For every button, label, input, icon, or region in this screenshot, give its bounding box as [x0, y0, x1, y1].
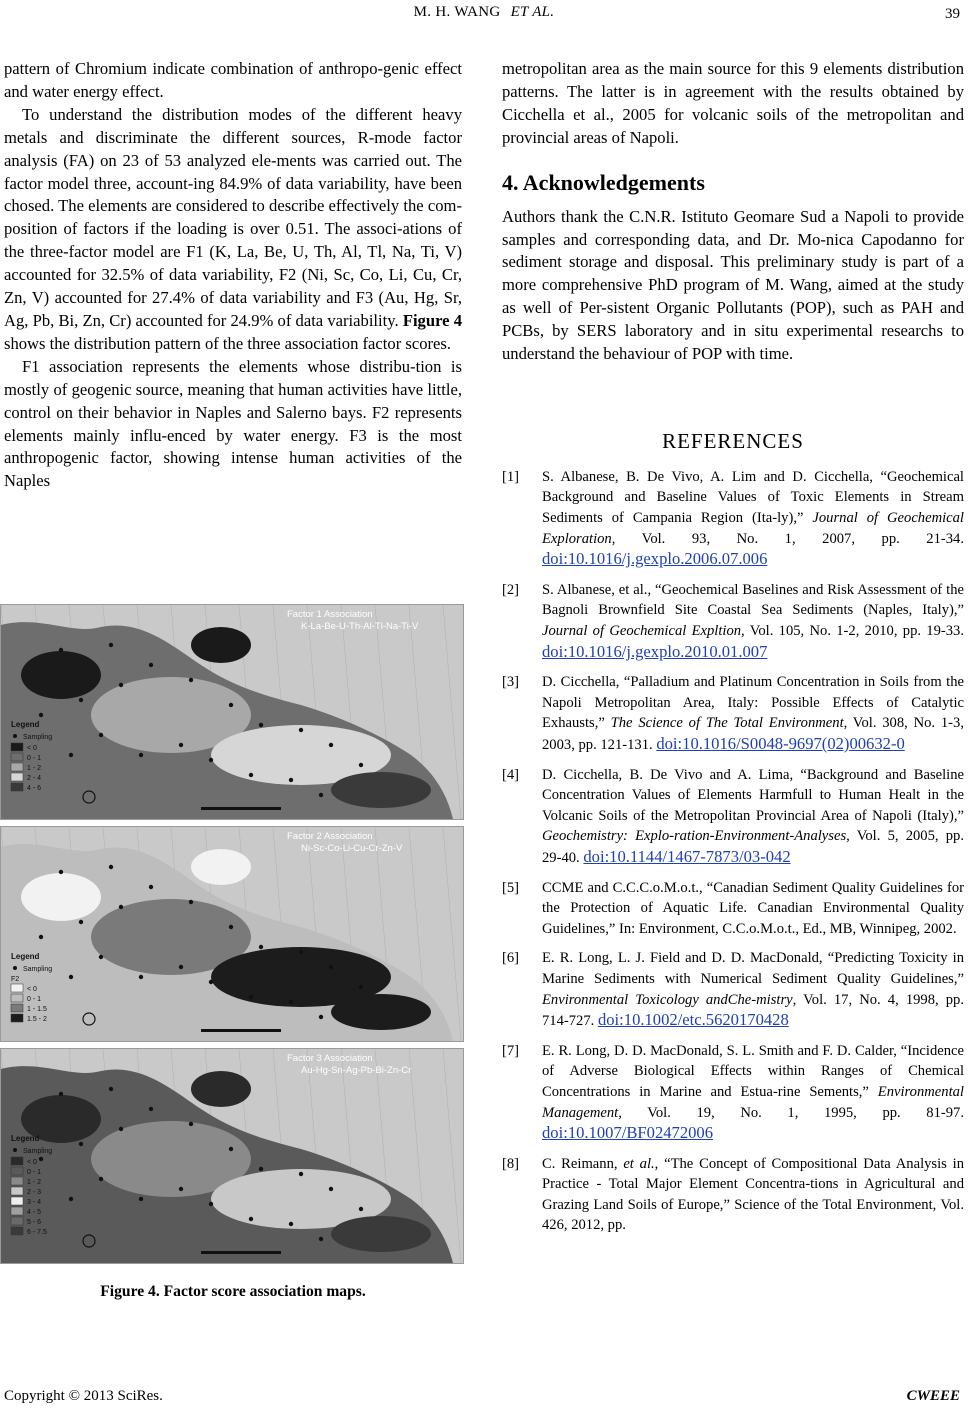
sampling-point — [139, 975, 143, 979]
sampling-point — [59, 870, 63, 874]
reference-number: [1] — [502, 468, 520, 485]
paragraph: pattern of Chromium indicate combination of anthropo-genic effect and water energy effect. — [4, 59, 462, 101]
doi-link[interactable]: doi:10.1016/j.gexplo.2006.07.006 — [542, 549, 768, 569]
factor-3-map — [1, 1049, 463, 1263]
sampling-point — [289, 1222, 293, 1226]
legend-swatch — [11, 1177, 23, 1185]
legend-class-label: 0 - 1 — [27, 755, 42, 762]
legend-title: Legend — [11, 720, 40, 729]
sampling-point — [179, 1187, 183, 1191]
reference-number: [3] — [502, 674, 520, 691]
sampling-point — [249, 773, 253, 777]
sampling-point — [149, 885, 153, 889]
legend-swatch — [11, 994, 23, 1002]
legend-title: Legend — [11, 952, 40, 961]
figure-4 — [0, 604, 466, 1266]
reference-text: E. R. Long, D. D. MacDonald, S. L. Smith and F. D. Calder, “Incidence of Adverse Biological Effects within Ranges of Chemical Concentrations in Marine and Estua-rine Sements,” Environmental Management, Vol. 19, No. 1, 1995, pp. 81-97. doi:10.1007/BF02472006 — [542, 1042, 964, 1143]
reference-number: [4] — [502, 766, 520, 783]
header-etal: ET AL. — [510, 4, 555, 20]
sampling-point — [179, 965, 183, 969]
references-heading: REFERENCES — [662, 428, 804, 453]
sampling-point — [359, 763, 363, 767]
reference-item — [502, 765, 964, 869]
acknowledgements-text: Authors thank the C.N.R. Istituto Geomare Sud a Napoli to provide samples and corresponding data, and Dr. Mo-nica Capodanno for sediment storage and disposal. This preliminary study is part of a more comprehensive PhD program of M. Wang, aimed at the study as well of Per-sistent Organic Pollutants (POP), such as PAH and PCBs, by SERS laboratory and in situ experimental researchs to understand the behaviour of POP with time. — [502, 206, 964, 364]
score-zone — [331, 772, 431, 808]
legend-class-label: 1 - 1.5 — [27, 1006, 47, 1013]
reference-text: CCME and C.C.C.o.M.o.t., “Canadian Sediment Quality Guidelines for the Protection of Aquatic Life. Canadian Environmental Quality Guidelines,” In: Environment, C.C.o.M.o.t., Ed., MB, Winnipeg, 2002. — [542, 879, 964, 937]
sampling-point — [119, 905, 123, 909]
sampling-point — [329, 965, 333, 969]
sampling-point — [259, 1167, 263, 1171]
legend-swatch — [11, 1197, 23, 1205]
left-column — [4, 58, 462, 493]
page-number: 39 — [945, 6, 960, 22]
reference-number: [2] — [502, 581, 520, 598]
doi-link[interactable]: doi:10.1016/S0048-9697(02)00632-0 — [656, 734, 905, 753]
sampling-point — [209, 1202, 213, 1206]
legend-swatch — [11, 1014, 23, 1022]
reference-text: D. Cicchella, “Palladium and Platinum Concentration in Soils from the Napoli Metropolitan Area, Italy: Possible Effects of Catalytic Exhausts,” The Science of The Total Environment, Vol. 308, No. 1-3, 2003, pp. 121-131. doi:10.1016/S0048-9697(02)00632-0 — [542, 674, 964, 753]
doi-link[interactable]: doi:10.1016/j.gexplo.2010.01.007 — [542, 641, 768, 661]
score-zone — [331, 1216, 431, 1252]
score-zone — [191, 849, 251, 885]
factor-elements: K-La-Be-U-Th-Al-Tl-Na-Ti-V — [301, 621, 419, 632]
scale-bar — [201, 807, 281, 810]
legend-swatch — [11, 763, 23, 771]
sampling-point — [209, 980, 213, 984]
legend-swatch — [11, 773, 23, 781]
legend-class-label: 4 - 5 — [27, 1209, 42, 1216]
sampling-point — [59, 1092, 63, 1096]
sampling-point — [149, 1107, 153, 1111]
factor-elements: Ni-Sc-Co-Li-Cu-Cr-Zn-V — [301, 843, 403, 854]
sampling-point — [329, 743, 333, 747]
sampling-point — [189, 900, 193, 904]
sampling-point — [79, 920, 83, 924]
factor-map-panel-1 — [0, 604, 464, 820]
reference-item — [502, 467, 964, 571]
journal-name: CWEEE — [906, 1388, 960, 1404]
sampling-point — [119, 1127, 123, 1131]
factor-1-map — [1, 605, 463, 819]
sampling-point — [99, 955, 103, 959]
sampling-legend-icon — [13, 734, 17, 738]
legend-swatch — [11, 743, 23, 751]
sampling-point — [79, 698, 83, 702]
sampling-point — [359, 1207, 363, 1211]
reference-journal: Geochemistry: Explo-ration-Environment-Analyses, — [542, 828, 850, 845]
legend-class-label: < 0 — [27, 1159, 37, 1166]
legend-title: Legend — [11, 1134, 40, 1143]
sampling-point — [109, 643, 113, 647]
legend-swatch — [11, 1227, 23, 1235]
reference-item — [502, 878, 964, 940]
sampling-point — [299, 1172, 303, 1176]
sampling-legend-icon — [13, 1148, 17, 1152]
sampling-point — [229, 703, 233, 707]
sampling-point — [359, 985, 363, 989]
sampling-point — [139, 753, 143, 757]
paragraph-factor-interpretation: F1 association represents the elements whose distribu-tion is mostly of geogenic source, meaning that human activities have little, control on their behavior in Naples and Salerno bays. F2 represents elements mainly influ-enced by water energy. F3 is the most anthropogenic factor, showing intense human activities of the Naples — [4, 356, 462, 491]
sampling-point — [39, 935, 43, 939]
sampling-point — [299, 728, 303, 732]
legend-sampling: Sampling — [23, 1148, 53, 1155]
reference-journal: Journal of Geochemical Exploration — [542, 510, 964, 547]
sampling-point — [189, 1122, 193, 1126]
factor-2-map — [1, 827, 463, 1041]
reference-text: S. Albanese, et al., “Geochemical Baselines and Risk Assessment of the Bagnoli Brownfield Site Coastal Sea Sediments (Naples, Italy),” Journal of Geochemical Expltion, Vol. 105, No. 1-2, 2010, pp. 19-33. doi:10.1016/j.gexplo.2010.01.007 — [542, 581, 964, 661]
legend-class-label: 1.5 - 2 — [27, 1016, 47, 1023]
sampling-point — [189, 678, 193, 682]
sampling-point — [179, 743, 183, 747]
score-zone — [191, 627, 251, 663]
sampling-point — [249, 1217, 253, 1221]
sampling-point — [259, 945, 263, 949]
sampling-point — [289, 1000, 293, 1004]
sampling-point — [229, 925, 233, 929]
legend-swatch — [11, 783, 23, 791]
legend-class-label: 1 - 2 — [27, 1179, 42, 1186]
reference-number: [8] — [502, 1155, 520, 1172]
factor-map-panel-2 — [0, 826, 464, 1042]
sampling-point — [119, 683, 123, 687]
legend-sampling: Sampling — [23, 734, 53, 741]
reference-list — [502, 467, 964, 1236]
reference-item — [502, 948, 964, 1031]
reference-journal: Journal of Geochemical Expltion, — [542, 623, 745, 640]
figure-caption: Figure 4. Factor score association maps. — [100, 1283, 366, 1300]
legend-swatch — [11, 984, 23, 992]
legend-swatch — [11, 753, 23, 761]
sampling-point — [319, 793, 323, 797]
sampling-point — [329, 1187, 333, 1191]
sampling-point — [99, 733, 103, 737]
legend-swatch — [11, 1217, 23, 1225]
reference-journal: The Science of The Total Environment — [610, 715, 844, 732]
running-header — [0, 4, 968, 28]
sampling-point — [209, 758, 213, 762]
legend-class-label: < 0 — [27, 745, 37, 752]
reference-item — [502, 1154, 964, 1236]
legend-swatch — [11, 1167, 23, 1175]
sampling-point — [99, 1177, 103, 1181]
acknowledgements-heading: 4. Acknowledgements — [502, 169, 705, 195]
legend-class-label: 6 - 7.5 — [27, 1229, 47, 1236]
factor-title: Factor 2 Association — [287, 831, 373, 842]
factor-map-panel-3 — [0, 1048, 464, 1264]
legend-class-label: 0 - 1 — [27, 1169, 42, 1176]
sampling-point — [229, 1147, 233, 1151]
reference-text: S. Albanese, B. De Vivo, A. Lim and D. Cicchella, “Geochemical Background and Baseline Values of Toxic Elements in Stream Sediments of Campania Region (Ita-ly),” Journal of Geochemical Exploration, Vol. 93, No. 1, 2007, pp. 21-34. doi:10.1016/j.gexplo.2006.07.006 — [542, 468, 964, 569]
reference-journal: Environmental Management — [542, 1083, 964, 1121]
legend-swatch — [11, 1207, 23, 1215]
scale-bar — [201, 1251, 281, 1254]
sampling-point — [289, 778, 293, 782]
sampling-point — [139, 1197, 143, 1201]
legend-class-label: 2 - 3 — [27, 1189, 42, 1196]
reference-text: D. Cicchella, B. De Vivo and A. Lima, “Background and Baseline Concentration Values of Elements Harmfull to Human Healt in the Volcanic Soils of the Metropolitan Provincial Area of Napoli (Italy),” Geochemistry: Explo-ration-Environment-Analyses, Vol. 5, 2005, pp. 29-40. doi:10.1144/1467-7873/03-042 — [542, 766, 964, 866]
legend-class-label: 0 - 1 — [27, 996, 42, 1003]
reference-number: [7] — [502, 1042, 520, 1059]
legend-class-label: < 0 — [27, 986, 37, 993]
legend-class-label: 2 - 4 — [27, 775, 42, 782]
reference-text: E. R. Long, L. J. Field and D. D. MacDonald, “Predicting Toxicity in Marine Sediments with Numerical Sediment Quality Guidelines,” Environmental Toxicology andChe-mistry, Vol. 17, No. 4, 1998, pp. 714-727. doi:10.1002/etc.5620170428 — [542, 950, 964, 1030]
score-zone — [21, 651, 101, 699]
score-zone — [21, 873, 101, 921]
reference-journal: et al. — [623, 1155, 655, 1172]
legend-class-label: 4 - 6 — [27, 785, 42, 792]
right-column — [502, 58, 964, 1245]
sampling-point — [109, 1087, 113, 1091]
reference-item — [502, 672, 964, 755]
reference-item — [502, 580, 964, 663]
score-zone — [331, 994, 431, 1030]
sampling-point — [319, 1015, 323, 1019]
reference-number: [5] — [502, 879, 520, 896]
paragraph-factor-analysis: To understand the distribution modes of the different heavy metals and discriminate the different sources, R-mode factor analysis (FA) on 23 of 53 analyzed ele-ments was carried out. The factor model three, account-ing 84.9% of data variability, have been chosed. The elements are considered to describe effectively the com-position of factors if the loading is over 0.51. The associ-ations of the three-factor model are F1 (K, La, Be, U, Th, Al, Tl, Na, Ti, V) accounted for 32.5% of data variability, F2 (Ni, Sc, Co, Li, Cu, Cr, Zn, V) accounted for 27.4% of data variability and F3 (Au, Hg, Sr, Ag, Pb, Bi, Zn, Cr) accounted for 24.9% of data variability. Figure 4 shows the distribution pattern of the three association factor scores. — [4, 104, 462, 353]
sampling-point — [319, 1237, 323, 1241]
score-zone — [191, 1071, 251, 1107]
doi-link[interactable]: doi:10.1007/BF02472006 — [542, 1123, 714, 1143]
reference-text: C. Reimann, et al., “The Concept of Compositional Data Analysis in Practice - Total Major Element Concentra-tions in Agricultural and Grazing Land Soils of Europe,” Science of the Total Environment, Vol. 426, 2012, pp. — [542, 1155, 964, 1234]
sampling-point — [249, 995, 253, 999]
doi-link[interactable]: doi:10.1002/etc.5620170428 — [597, 1010, 789, 1030]
factor-elements: Au-Hg-Sn-Ag-Pb-Bi-Zn-Cr — [301, 1065, 412, 1076]
factor-title: Factor 3 Association — [287, 1053, 373, 1064]
legend-sampling: Sampling — [23, 966, 53, 973]
paragraph: metropolitan area as the main source for this 9 elements distribution patterns. The latter is in agreement with the results obtained by Cicchella et al., 2005 for volcanic soils of the metropolitan and provincial areas of Napoli. — [502, 59, 964, 147]
header-authors: M. H. WANG — [413, 4, 501, 20]
sampling-point — [59, 648, 63, 652]
legend-swatch — [11, 1157, 23, 1165]
sampling-point — [109, 865, 113, 869]
reference-journal: Environmental Toxicology andChe-mistry — [542, 991, 793, 1008]
copyright: Copyright © 2013 SciRes. — [4, 1388, 163, 1404]
reference-number: [6] — [502, 950, 520, 967]
legend-subtitle: F2 — [11, 976, 20, 983]
reference-item — [502, 1041, 964, 1145]
factor-title: Factor 1 Association — [287, 609, 373, 620]
legend-swatch — [11, 1004, 23, 1012]
legend-class-label: 5 - 6 — [27, 1219, 42, 1226]
legend-class-label: 3 - 4 — [27, 1199, 42, 1206]
figure-4-reference[interactable]: Figure 4 — [402, 310, 462, 330]
doi-link[interactable]: doi:10.1144/1467-7873/03-042 — [583, 846, 791, 866]
sampling-point — [259, 723, 263, 727]
legend-class-label: 1 - 2 — [27, 765, 42, 772]
sampling-point — [149, 663, 153, 667]
sampling-legend-icon — [13, 966, 17, 970]
scale-bar — [201, 1029, 281, 1032]
legend-swatch — [11, 1187, 23, 1195]
sampling-point — [299, 950, 303, 954]
sampling-point — [79, 1142, 83, 1146]
